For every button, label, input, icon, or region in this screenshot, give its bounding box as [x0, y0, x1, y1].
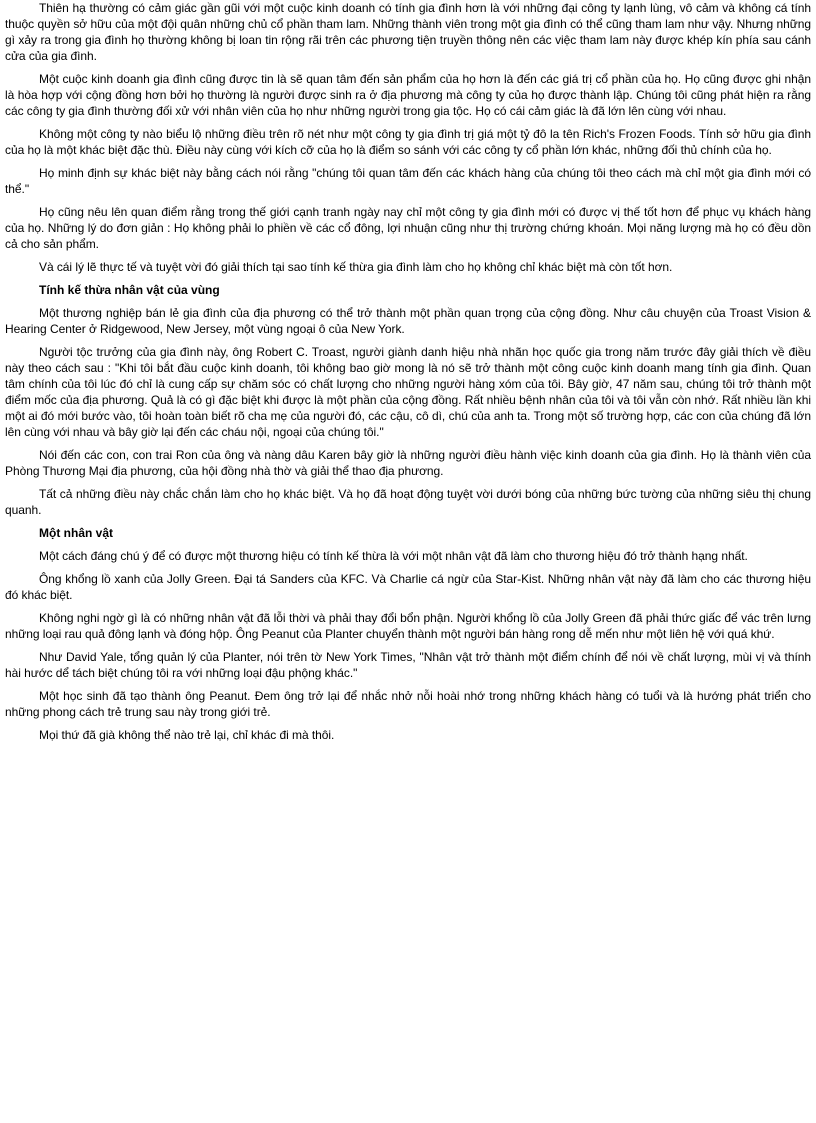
paragraph: Một học sinh đã tạo thành ông Peanut. Đem ông trở lại để nhắc nhở nỗi hoài nhớ trong những khách hàng có tuổi và là hướng phát triển cho những phong cách trẻ trung sau này trong giới trẻ.: [5, 689, 811, 719]
section-heading: Một nhân vật: [39, 526, 113, 540]
paragraph: Họ minh định sự khác biệt này bằng cách nói rằng "chúng tôi quan tâm đến các khách hàng của chúng tôi theo cách mà chỉ một gia đình mới có thể.": [5, 166, 811, 196]
section-heading: Tính kế thừa nhân vật của vùng: [39, 283, 220, 297]
paragraph: Nói đến các con, con trai Ron của ông và nàng dâu Karen bây giờ là những người điều hành việc kinh doanh của gia đình. Họ là thành viên của Phòng Thương Mại địa phương, của hội đồng nhà thờ và giải thể thao địa phương.: [5, 448, 811, 478]
paragraph: Một cuộc kinh doanh gia đình cũng được tin là sẽ quan tâm đến sản phẩm của họ hơn là đến các giá trị cổ phần của họ. Họ cũng được ghi nhận là hòa hợp với cộng đồng hơn bởi họ thường là người được sinh ra ở địa phương mà công ty của họ được thành lập. Chúng tôi cũng phát hiện ra rằng các công ty gia đình thường đối xử với nhân viên của họ như những người trong gia tộc. Họ có cái cảm giác là đã lớn lên cùng với nhau.: [5, 72, 811, 118]
paragraph: Không một công ty nào biểu lộ những điều trên rõ nét như một công ty gia đình trị giá một tỷ đô la tên Rich's Frozen Foods. Tính sở hữu gia đình của họ là một khác biệt đặc thù. Điều này cùng với kích cỡ của họ là điểm so sánh với các công ty cổ phần lớn khác, những đối thủ chính của họ.: [5, 127, 811, 157]
paragraph: Một thương nghiệp bán lẻ gia đình của địa phương có thể trở thành một phần quan trọng của cộng đồng. Như câu chuyện của Troast Vision & Hearing Center ở Ridgewood, New Jersey, một vùng ngoại ô của New York.: [5, 306, 811, 336]
paragraph: Họ cũng nêu lên quan điểm rằng trong thế giới cạnh tranh ngày nay chỉ một công ty gia đình mới có được vị thế tốt hơn để phục vụ khách hàng của họ. Những lý do đơn giản : Họ không phải lo phiền về các cổ đông, lợi nhuận cũng như thị trường chứng khoán. Mọi năng lượng mà họ có đều dồn cả cho sản phẩm.: [5, 205, 811, 251]
paragraph: Và cái lý lẽ thực tế và tuyệt vời đó giải thích tại sao tính kế thừa gia đình làm cho họ không chỉ khác biệt mà còn tốt hơn.: [39, 260, 673, 274]
paragraph: Người tộc trưởng của gia đình này, ông Robert C. Troast, người giành danh hiệu nhà nhãn học quốc gia trong năm trước đây giải thích về điều này theo cách sau : "Khi tôi bắt đầu cuộc kinh doanh, tôi không bao giờ mong là nó sẽ trở thành một công cuộc kinh doanh mang tính gia đình. Quan tâm chính của tôi lúc đó chỉ là cung cấp sự chăm sóc có chất lượng cho những người hàng xóm của tôi. Bây giờ, 47 năm sau, chúng tôi trở thành một điểm mốc của địa phương. Quả là có gì đặc biệt khi được là một phần của cộng đồng. Rất nhiều bệnh nhân của tôi và tôi vẫn còn nhớ. Rất nhiều lần khi một ai đó mới bước vào, tôi hoàn toàn biết rõ cha mẹ của người đó, các cậu, cô dì, chú của anh ta. Trong một số trường hợp, các con của chúng đã lớn lên cùng với nhau và bây giờ lại đến các cháu nội, ngoại của chúng tôi.": [5, 345, 811, 439]
paragraph: Ông khổng lồ xanh của Jolly Green. Đại tá Sanders của KFC. Và Charlie cá ngừ của Star-Kist. Những nhân vật này đã làm cho các thương hiệu đó khác biệt.: [5, 572, 811, 602]
paragraph: Thiên hạ thường có cảm giác gần gũi với một cuộc kinh doanh có tính gia đình hơn là với những đại công ty lạnh lùng, vô cảm và không cá tính thuộc quyền sở hữu của một đội quân những chủ cổ phần tham lam. Những thành viên trong một gia đình có thể cũng tham lam như vậy. Nhưng những gì xảy ra trong gia đình họ thường không bị loan tin rộng rãi trên các phương tiện truyền thông nên các việc tham lam này được khép kín phía sau cánh cửa của gia đình.: [5, 1, 811, 63]
paragraph: Mọi thứ đã già không thể nào trẻ lại, chỉ khác đi mà thôi.: [39, 728, 335, 742]
paragraph: Như David Yale, tổng quản lý của Planter, nói trên tờ New York Times, "Nhân vật trở thành một điểm chính để nói về chất lượng, mùi vị và thính hài hước dể tách biệt chúng tôi ra với những loại đậu phộng khác.": [5, 650, 811, 680]
paragraph: Tất cả những điều này chắc chắn làm cho họ khác biệt. Và họ đã hoạt động tuyệt vời dưới bóng của những bức tường của những siêu thị chung quanh.: [5, 487, 811, 517]
document-body: [5, 0, 811, 743]
paragraph: Không nghi ngờ gì là có những nhân vật đã lỗi thời và phải thay đổi bổn phận. Người khổng lồ của Jolly Green đã phải thức giấc để vác trên lưng những loại rau quả đông lạnh và đóng hộp. Ông Peanut của Planter chuyển thành một người bán hàng rong dễ mến như một liên hệ với quá khứ.: [5, 611, 811, 641]
paragraph: Một cách đáng chú ý để có được một thương hiệu có tính kế thừa là với một nhân vật đã làm cho thương hiệu đó trở thành hạng nhất.: [39, 549, 748, 563]
